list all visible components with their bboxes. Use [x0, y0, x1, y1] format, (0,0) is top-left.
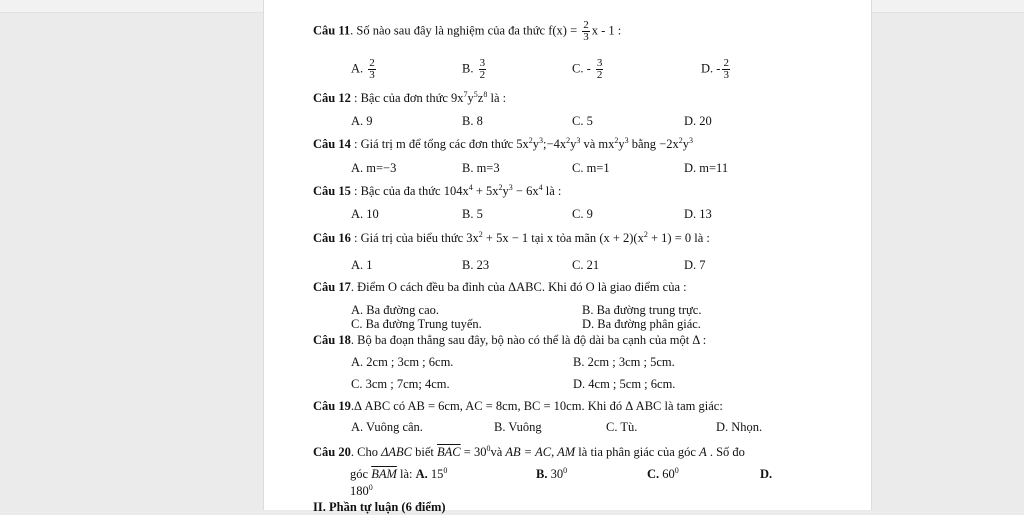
question-17: Câu 17. Điểm O cách đều ba đỉnh của ΔABC. Khi đó O là giao điểm của :: [313, 280, 687, 294]
q14-answer-c: C. m=1: [572, 161, 610, 175]
q11-answer-d: D. - $\frac{2}{3}$: [701, 57, 729, 81]
q16-answer-d: D. 7: [684, 258, 706, 272]
q16-answer-b: B. 23: [462, 258, 490, 272]
q11-answer-c: C. - $\frac{3}{2}$: [572, 57, 603, 81]
q14-answer-b: B. m=3: [462, 161, 500, 175]
q15-answer-d: D. 13: [684, 207, 712, 221]
q16-answer-a: A. 1: [351, 258, 373, 272]
q16-answer-c: C. 21: [572, 258, 600, 272]
question-20: Câu 20. Cho ΔABC biết $\overline{BAC}$ = $30^0và$ AB = AC, AM là tia phân giác của góc A . Số đo: [313, 443, 745, 459]
q15-answer-c: C. 9: [572, 207, 593, 221]
question-11: Câu 11. Số nào sau đây là nghiệm của đa thức f(x) = $\frac{2}{3}$ x - 1 :: [313, 19, 622, 43]
q19-answer-c: C. Tù.: [606, 420, 638, 434]
q20-answer-c: C. $60^0$: [647, 465, 679, 481]
q18-answer-c: C. 3cm ; 7cm; 4cm.: [351, 377, 450, 391]
q17-answer-b: B. Ba đường trung trực.: [582, 303, 702, 317]
q15-answer-b: B. 5: [462, 207, 483, 221]
document-page[interactable]: [263, 0, 872, 514]
question-19: Câu 19.Δ ABC có AB = 6cm, AC = 8cm, BC = 10cm. Khi đó Δ ABC là tam giác:: [313, 399, 723, 413]
q19-answer-d: D. Nhọn.: [716, 420, 763, 434]
q18-answer-b: B. 2cm ; 3cm ; 5cm.: [573, 355, 675, 369]
q14-answer-a: A. m=−3: [351, 161, 397, 175]
q19-answer-a: A. Vuông cân.: [351, 420, 423, 434]
question-18: Câu 18. Bộ ba đoạn thẳng sau đây, bộ nào có thể là độ dài ba cạnh của một Δ :: [313, 333, 707, 347]
q20-line-2: góc $\overline{BAM}$ là: A. $15^0$: [350, 465, 448, 481]
question-16: Câu 16 : Giá trị của biểu thức $3x^2 + 5x - 1$ tại x tỏa mãn $(x + 2)(x^2 + 1) = 0$ là :: [313, 229, 710, 245]
q19-answer-b: B. Vuông: [494, 420, 542, 434]
q12-answer-c: C. 5: [572, 114, 593, 128]
fraction: $\frac{2}{3}$: [583, 19, 589, 43]
question-15: Câu 15 : Bậc của đa thức $104x^4 + 5x^2y^3 - 6x^4$ là :: [313, 182, 562, 198]
q12-answer-b: B. 8: [462, 114, 483, 128]
q15-answer-a: A. 10: [351, 207, 379, 221]
q20-answer-d-value: $180^0$: [350, 482, 373, 498]
q12-answer-d: D. 20: [684, 114, 712, 128]
question-12: Câu 12 : Bậc của đơn thức $9x^7y^5z^8$ là :: [313, 89, 507, 105]
q20-answer-b: B. $30^0$: [536, 465, 568, 481]
q20-answer-d: D.: [760, 467, 773, 481]
q17-answer-d: D. Ba đường phân giác.: [582, 317, 701, 331]
section-heading: II. Phần tự luận (6 điểm): [313, 500, 446, 514]
q12-answer-a: A. 9: [351, 114, 373, 128]
q18-answer-d: D. 4cm ; 5cm ; 6cm.: [573, 377, 676, 391]
q17-answer-a: A. Ba đường cao.: [351, 303, 440, 317]
question-14: Câu 14 : Giá trị m để tổng các đơn thức $5x^2y^3;-4x^2y^3$ và $mx^2y^3$ bằng $-2x^2y^3$: [313, 135, 693, 151]
q11-answer-a: A. $\frac{2}{3}$: [351, 57, 375, 81]
q14-answer-d: D. m=11: [684, 161, 729, 175]
q18-answer-a: A. 2cm ; 3cm ; 6cm.: [351, 355, 454, 369]
q11-answer-b: B. $\frac{3}{2}$: [462, 57, 486, 81]
q17-answer-c: C. Ba đường Trung tuyến.: [351, 317, 482, 331]
